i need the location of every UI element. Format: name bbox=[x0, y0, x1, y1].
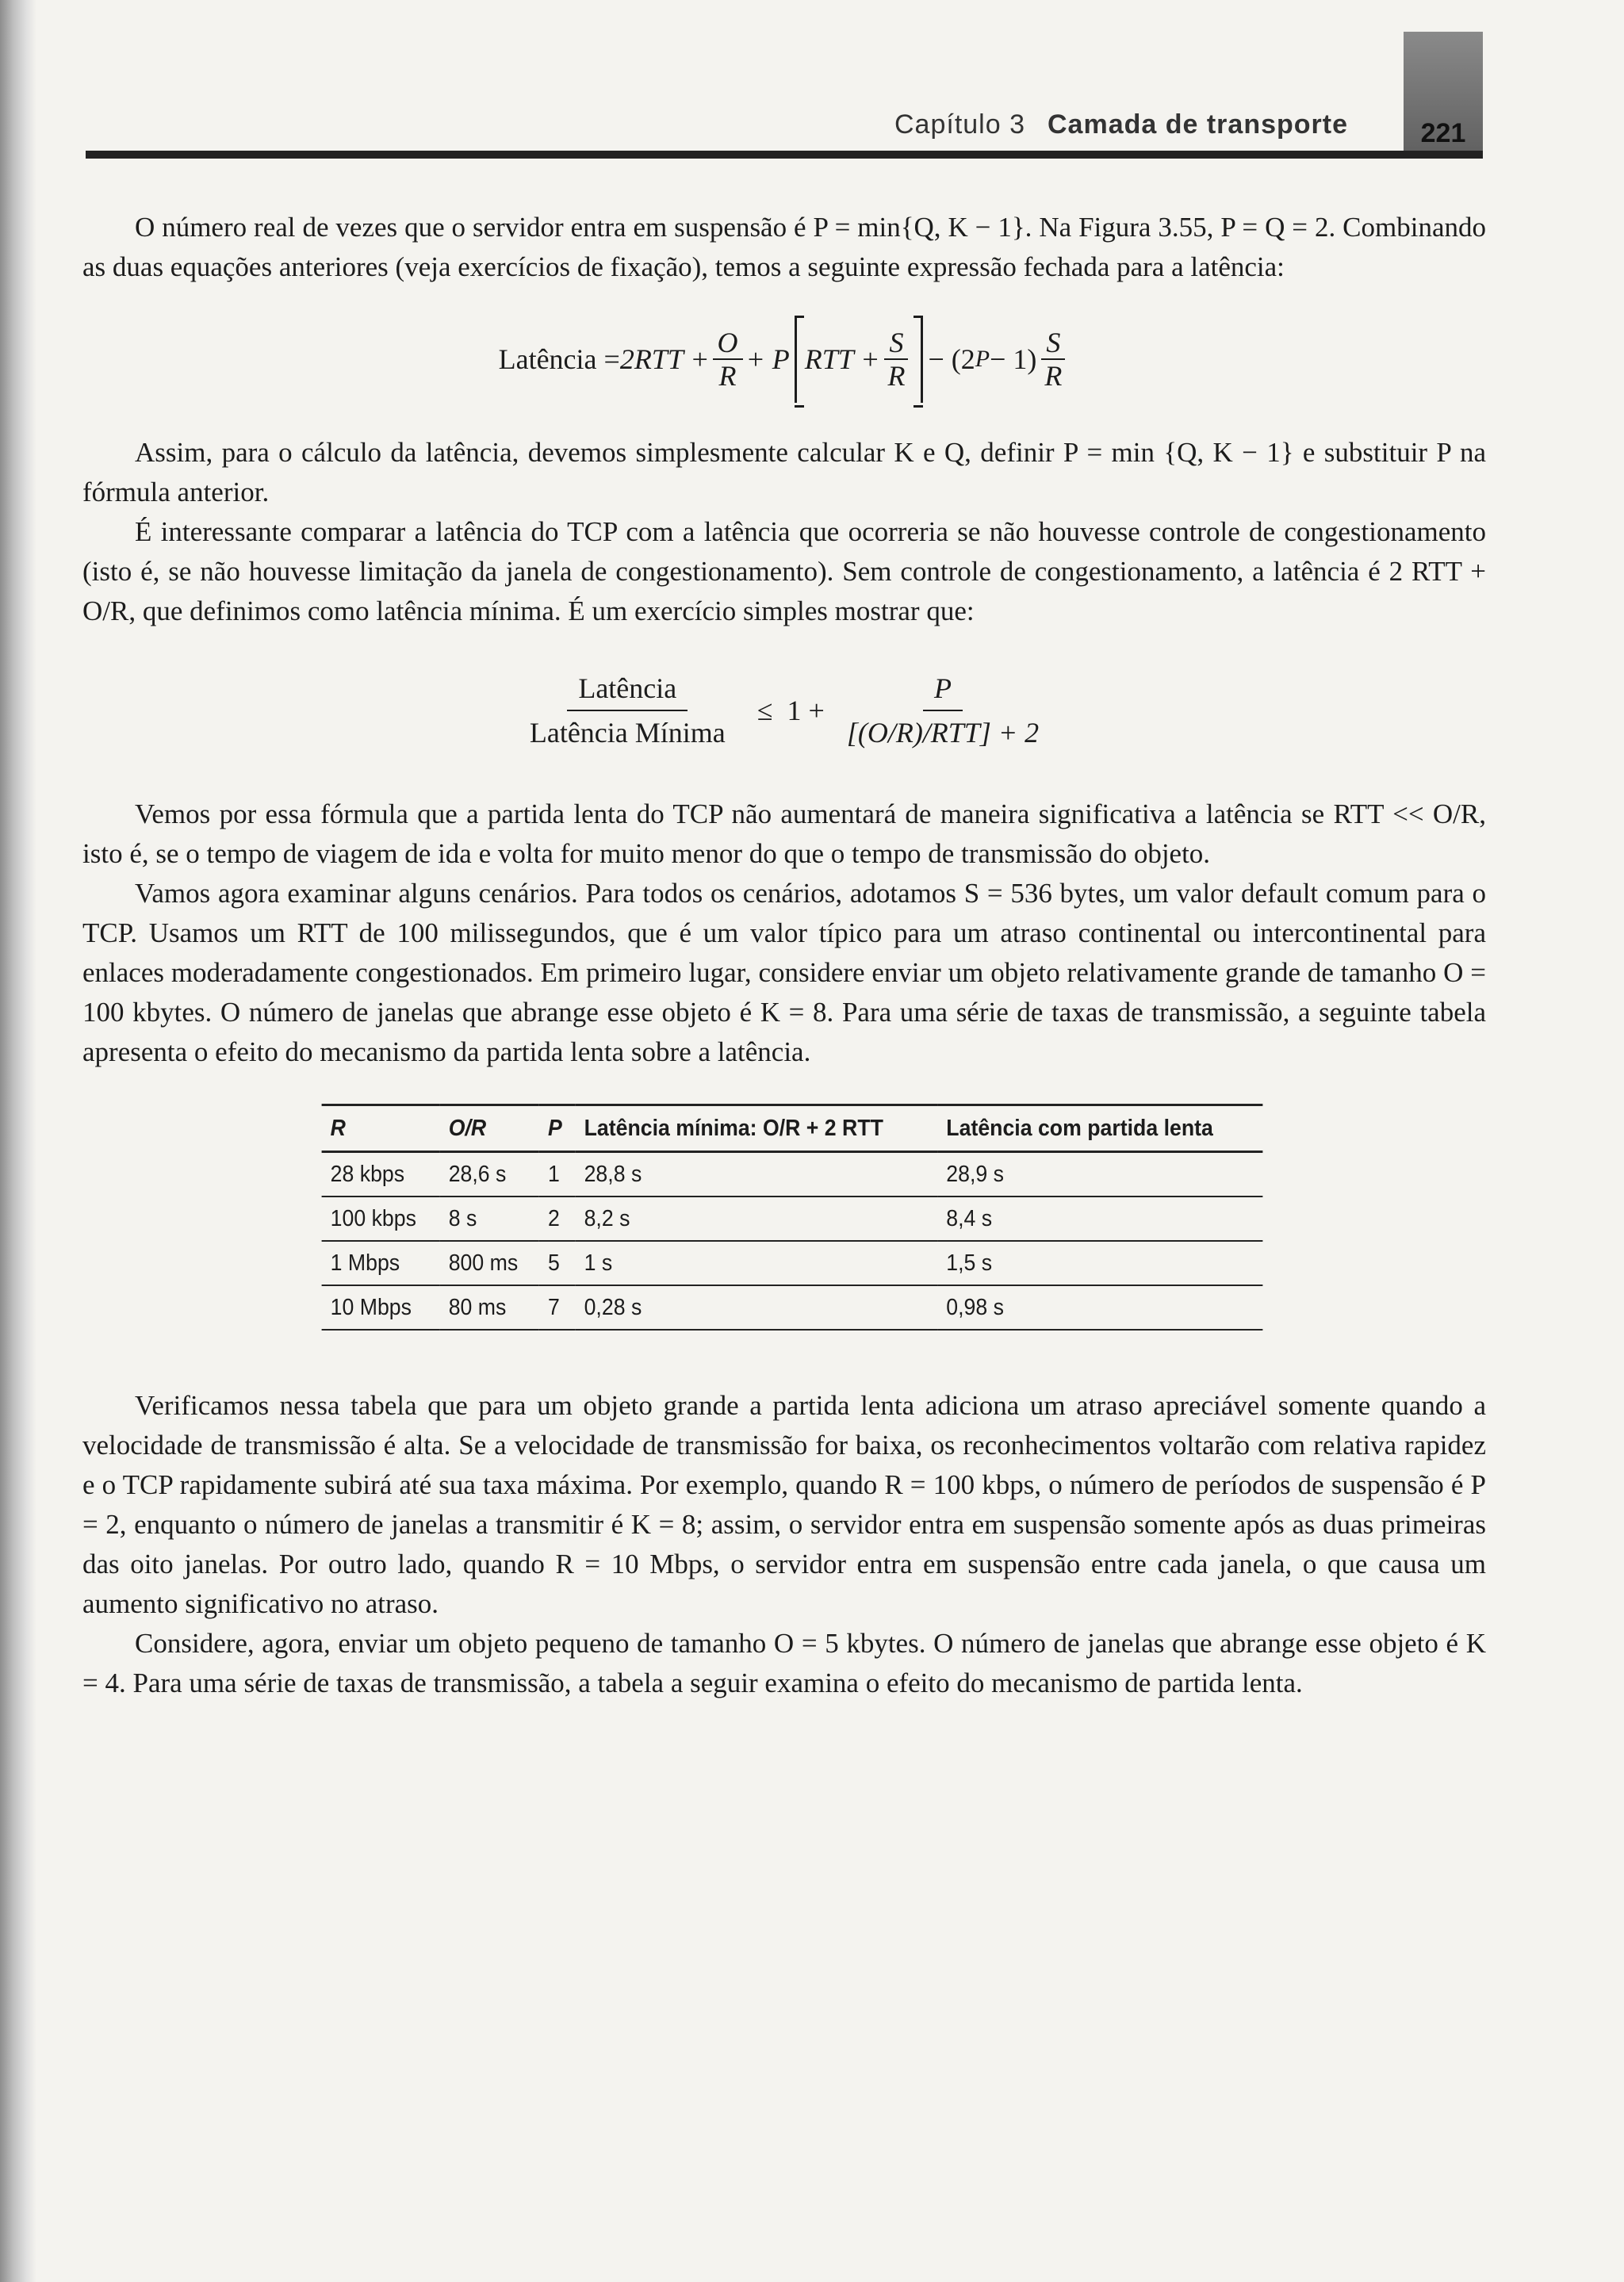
header-min-latency: Latência mínima: O/R + 2 RTT bbox=[584, 1116, 883, 1141]
eq1-f2-den: R bbox=[887, 360, 906, 392]
table-cell: 8,2 s bbox=[576, 1197, 938, 1241]
table-cell: 28,6 s bbox=[440, 1152, 539, 1197]
table-cell: 2 bbox=[539, 1197, 576, 1241]
table-cell: 8 s bbox=[440, 1197, 539, 1241]
latency-equation bbox=[82, 292, 1486, 427]
eq2-one-plus: 1 + bbox=[787, 695, 825, 726]
eq1-fraction-s-r bbox=[883, 327, 910, 392]
table-row bbox=[322, 1285, 1263, 1330]
table-cell: 1 Mbps bbox=[322, 1241, 440, 1285]
eq1-lhs: Latência = bbox=[498, 343, 620, 375]
eq1-term2: + P bbox=[745, 343, 790, 375]
table-cell: 1,5 s bbox=[937, 1241, 1262, 1285]
table-cell: 28,9 s bbox=[937, 1152, 1262, 1197]
header-o-over-r: O/R bbox=[448, 1116, 487, 1141]
table-cell: 100 kbps bbox=[322, 1197, 440, 1241]
eq1-term3: − (2 bbox=[928, 343, 975, 375]
eq1-f2-num: S bbox=[884, 327, 908, 360]
header-r: R bbox=[330, 1116, 346, 1141]
table-cell: 8,4 s bbox=[937, 1197, 1262, 1241]
eq1-f1-den: R bbox=[718, 360, 737, 392]
table-header-row bbox=[322, 1105, 1263, 1152]
header-p: P bbox=[548, 1116, 562, 1141]
eq2-denominator: Latência Mínima bbox=[529, 717, 726, 749]
eq2-right-denominator: [(O/R)/RTT] + 2 bbox=[846, 717, 1040, 749]
eq2-left-fraction bbox=[525, 667, 730, 754]
table-cell: 0,98 s bbox=[937, 1285, 1262, 1330]
paragraph-1: O número real de vezes que o servidor entra em suspensão é P = min{Q, K − 1}. Na Figura 3.55, P = Q = 2. Combinando as duas equações anteriores (veja exercícios de fixação), temos a seguinte expressão fechada para a latência: bbox=[82, 212, 1486, 282]
paragraph-2: Assim, para o cálculo da latência, devemos simplesmente calcular K e Q, definir P = min {Q, K − 1} e substituir P na fórmula anterior. bbox=[82, 437, 1486, 507]
header-slow-start-latency: Latência com partida lenta bbox=[946, 1116, 1213, 1141]
paragraph-4: Vemos por essa fórmula que a partida lenta do TCP não aumentará de maneira significativa a latência se RTT << O/R, isto é, se o tempo de viagem de ida e volta for muito menor do que o tempo de transmissão do objeto. bbox=[82, 798, 1486, 869]
table-cell: 28 kbps bbox=[322, 1152, 440, 1197]
table-cell: 10 Mbps bbox=[322, 1285, 440, 1330]
table-row bbox=[322, 1197, 1263, 1241]
eq1-bracket-text: RTT + bbox=[804, 343, 880, 375]
header-rule bbox=[86, 151, 1483, 159]
eq1-f1-num: O bbox=[713, 327, 743, 360]
slow-start-table bbox=[322, 1104, 1263, 1331]
table-cell: 800 ms bbox=[440, 1241, 539, 1285]
eq1-term1: 2RTT + bbox=[619, 343, 710, 375]
eq1-superscript: P bbox=[975, 346, 990, 372]
table-row bbox=[322, 1152, 1263, 1197]
paragraph-3: É interessante comparar a latência do TCP com a latência que ocorreria se não houvesse controle de congestionamento (isto é, se não houvesse limitação da janela de congestionamento). Sem controle de congestionamento, a latência é 2 RTT + O/R, que definimos como latência mínima. É um exercício simples mostrar que: bbox=[82, 516, 1486, 626]
eq2-numerator: Latência bbox=[567, 667, 688, 711]
running-header bbox=[86, 109, 1483, 159]
table-cell: 1 s bbox=[576, 1241, 938, 1285]
eq2-right-numerator: P bbox=[923, 667, 963, 711]
page-body bbox=[82, 208, 1486, 1703]
table-cell: 28,8 s bbox=[576, 1152, 938, 1197]
book-spine-shadow bbox=[0, 0, 36, 2282]
table-container bbox=[82, 1104, 1486, 1331]
table-cell: 7 bbox=[539, 1285, 576, 1330]
header-chapter bbox=[894, 109, 1348, 140]
paragraph-7: Considere, agora, enviar um objeto pequeno de tamanho O = 5 kbytes. O número de janelas que abrange esse objeto é K = 4. Para uma série de taxas de transmissão, a tabela a seguir examina o efeito do mecanismo de partida lenta. bbox=[82, 1628, 1486, 1698]
eq1-f3-den: R bbox=[1044, 360, 1063, 392]
section-label: Camada de transporte bbox=[1048, 109, 1348, 140]
eq1-term4: − 1) bbox=[990, 343, 1037, 375]
eq2-right-fraction bbox=[842, 667, 1044, 754]
table-cell: 80 ms bbox=[440, 1285, 539, 1330]
table-cell: 1 bbox=[539, 1152, 576, 1197]
paragraph-5: Vamos agora examinar alguns cenários. Para todos os cenários, adotamos S = 536 bytes, um valor default comum para o TCP. Usamos um RTT de 100 milissegundos, que é um valor típico para um atraso continental ou intercontinental para enlaces moderadamente congestionados. Em primeiro lugar, considere enviar um objeto relativamente grande de tamanho O = 100 kbytes. O número de janelas que abrange esse objeto é K = 8. Para uma série de taxas de transmissão, a seguinte tabela apresenta o efeito do mecanismo da partida lenta sobre a latência. bbox=[82, 878, 1486, 1067]
table-cell: 0,28 s bbox=[576, 1285, 938, 1330]
table-row bbox=[322, 1241, 1263, 1285]
latency-ratio-inequality bbox=[82, 631, 1486, 790]
eq1-fraction-s-r-2 bbox=[1040, 327, 1067, 392]
table-cell: 5 bbox=[539, 1241, 576, 1285]
eq1-fraction-o-r bbox=[713, 327, 743, 392]
eq1-bracket bbox=[795, 316, 924, 403]
eq2-relation: ≤ bbox=[756, 695, 773, 726]
chapter-label: Capítulo 3 bbox=[894, 109, 1025, 140]
eq1-f3-num: S bbox=[1041, 327, 1065, 360]
page-number: 221 bbox=[1404, 32, 1483, 159]
paragraph-6: Verificamos nessa tabela que para um objeto grande a partida lenta adiciona um atraso apreciável somente quando a velocidade de transmissão é alta. Se a velocidade de transmissão for baixa, os reconhecimentos voltarão com relativa rapidez e o TCP rapidamente subirá até sua taxa máxima. Por exemplo, quando R = 100 kbps, o número de períodos de suspensão é P = 2, enquanto o número de janelas a transmitir é K = 8; assim, o servidor entra em suspensão somente após as duas primeiras das oito janelas. Por outro lado, quando R = 10 Mbps, o servidor entra em suspensão entre cada janela, o que causa um aumento significativo no atraso. bbox=[82, 1390, 1486, 1619]
